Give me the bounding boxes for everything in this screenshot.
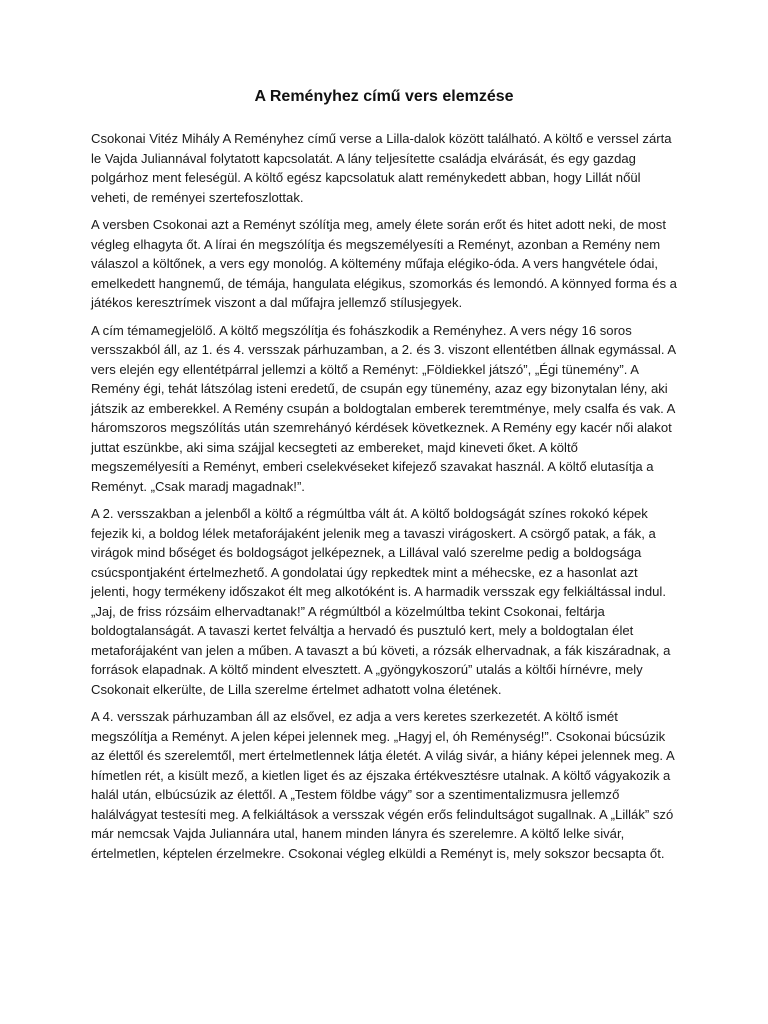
paragraph-2: A versben Csokonai azt a Reményt szólítja meg, amely élete során erőt és hitet adott neki, de most végleg elhagyta őt. A lírai én megszólítja és megszemélyesíti a Reményt, azonban a Remény nem válaszol a költőnek, a vers egy monológ. A költemény műfaja elégiko-óda. A vers hangvétele ódai, emelkedett hangnemű, de témája, hangulata elégikus, szomorkás és lemondó. A könnyed forma és a játékos keresztrímek viszont a dal műfajra jellemző stílusjegyek. <box>91 217 677 310</box>
paragraph-5: A 4. versszak párhuzamban áll az elsővel, ez adja a vers keretes szerkezetét. A költő ismét megszólítja a Reményt. A jelen képei jelennek meg. „Hagyj el, óh Reménység!”. Csokonai búcsúzik az élettől és szerelemtől, mert értelmetlennek látja életét. A világ sivár, a hiány képei jelennek meg. A hímetlen rét, a kisült mező, a kietlen liget és az éjszaka értékvesztésre utalnak. A költő vágyakozik a halál után, elbúcsúzik az élettől. A „Testem földbe vágy” sor a szentimentalizmusra jellemző halálvágyat testesíti meg. A felkiáltások a versszak végén erős felindultságot sugallnak. A „Lillák” szó már nemcsak Vajda Juliannára utal, hanem minden lányra és szerelemre. A költő lelke sivár, értelmetlen, képtelen érzelmekre. Csokonai végleg elküldi a Reményt is, mely sokszor becsapta őt. <box>91 709 674 861</box>
document-body <box>91 129 677 871</box>
document-title: A Reményhez című vers elemzése <box>254 88 514 105</box>
paragraph-3: A cím témamegjelölő. A költő megszólítja és fohászkodik a Reményhez. A vers négy 16 soros versszakból áll, az 1. és 4. versszak párhuzamban, a 2. és 3. viszont ellentétben állnak egymással. A vers elején egy ellentétpárral jellemzi a költő a Reményt: „Földiekkel játszó”, „Égi tünemény”. A Remény égi, tehát látszólag isteni eredetű, de csupán egy tünemény, azaz egy bizonytalan lény, aki játszik az emberekkel. A Remény csupán a boldogtalan emberek teremtménye, mely csalfa és vak. A háromszoros megszólítás után szemrehányó kérdések következnek. A Remény egy kacér női alakot juttat eszünkbe, aki sima szájjal kecsegteti az embereket, majd kineveti őket. A költő megszemélyesíti a Reményt, emberi cselekvéseket kifejező szavakat használ. A költő elutasítja a Reményt. „Csak maradj magadnak!”. <box>91 322 676 494</box>
paragraph-1: Csokonai Vitéz Mihály A Reményhez című verse a Lilla-dalok között található. A költő e verssel zárta le Vajda Juliannával folytatott kapcsolatát. A lány teljesítette családja elvárását, és egy gazdag polgárhoz ment feleségül. A költő egész kapcsolatuk alatt reménykedett abban, hogy Lillát nőül veheti, de reményei szertefoszlottak. <box>91 131 672 205</box>
paragraph-4: A 2. versszakban a jelenből a költő a régmúltba vált át. A költő boldogságát színes rokokó képek fejezik ki, a boldog lélek metaforájaként jelenik meg a tavaszi virágoskert. A csörgő patak, a fák, a virágok mind bőséget és boldogságot jelképeznek, a Lillával való szerelme pedig a boldogsága csúcspontjaként értelmezhető. A gondolatai úgy repkedtek mint a méhecske, ez a hasonlat azt jelenti, hogy termékeny időszakot élt meg alkotóként is. A harmadik versszak egy felkiáltással indul. „Jaj, de friss rózsáim elhervadtanak!” A régmúltból a közelmúltba tekint Csokonai, feltárja boldogtalanságát. A tavaszi kertet felváltja a hervadó és pusztuló kert, mely a boldogtalan élet metaforájaként van jelen a műben. A tavaszt a bú követi, a rózsák elhervadnak, a fák kiszáradnak, a források elapadnak. A költő mindent elvesztett. A „gyöngykoszorú” utalás a költői hírnévre, mely Csokonait elkerülte, de Lilla szerelme értelmet adhatott volna életének. <box>91 506 671 697</box>
